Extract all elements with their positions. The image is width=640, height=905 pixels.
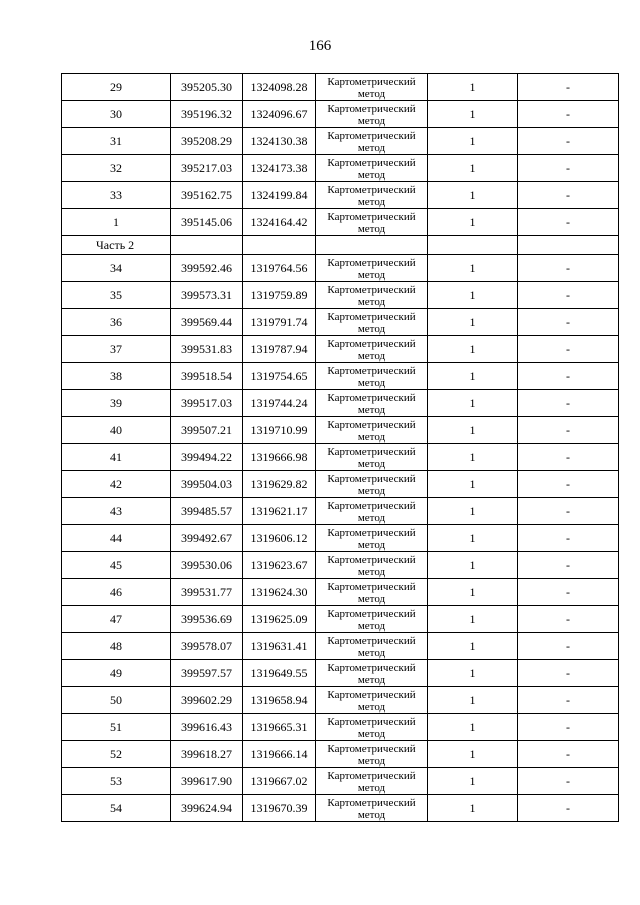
table-row <box>62 309 619 336</box>
point-number-cell: 48 <box>62 633 171 660</box>
method-cell: Картометрический метод <box>316 606 428 633</box>
description-cell: - <box>518 606 619 633</box>
value-cell: 1 <box>428 687 518 714</box>
point-number-cell: 47 <box>62 606 171 633</box>
point-number-cell: 53 <box>62 768 171 795</box>
point-number-cell: 33 <box>62 182 171 209</box>
value-cell: 1 <box>428 444 518 471</box>
description-cell: - <box>518 633 619 660</box>
value-cell: 1 <box>428 714 518 741</box>
method-cell: Картометрический метод <box>316 74 428 101</box>
point-number-cell: 40 <box>62 417 171 444</box>
table-row <box>62 660 619 687</box>
table-row <box>62 417 619 444</box>
method-cell: Картометрический метод <box>316 741 428 768</box>
table-body-part-2 <box>62 255 619 822</box>
method-cell: Картометрический метод <box>316 795 428 822</box>
y-coordinate-cell: 1324164.42 <box>243 209 316 236</box>
table-row <box>62 525 619 552</box>
point-number-cell: 42 <box>62 471 171 498</box>
description-cell: - <box>518 282 619 309</box>
table-row <box>62 336 619 363</box>
x-coordinate-cell: 399494.22 <box>171 444 243 471</box>
value-cell: 1 <box>428 128 518 155</box>
point-number-cell: 31 <box>62 128 171 155</box>
y-coordinate-cell: 1324199.84 <box>243 182 316 209</box>
y-coordinate-cell: 1319606.12 <box>243 525 316 552</box>
point-number-cell: 50 <box>62 687 171 714</box>
x-coordinate-cell: 399518.54 <box>171 363 243 390</box>
table-row <box>62 498 619 525</box>
x-coordinate-cell: 399592.46 <box>171 255 243 282</box>
method-cell: Картометрический метод <box>316 714 428 741</box>
x-coordinate-cell: 399507.21 <box>171 417 243 444</box>
x-coordinate-cell: 399504.03 <box>171 471 243 498</box>
table-row <box>62 74 619 101</box>
y-coordinate-cell: 1319710.99 <box>243 417 316 444</box>
x-coordinate-cell: 399517.03 <box>171 390 243 417</box>
empty-cell <box>243 236 316 255</box>
table-row <box>62 255 619 282</box>
method-cell: Картометрический метод <box>316 128 428 155</box>
table-row <box>62 182 619 209</box>
value-cell: 1 <box>428 471 518 498</box>
point-number-cell: 38 <box>62 363 171 390</box>
value-cell: 1 <box>428 182 518 209</box>
value-cell: 1 <box>428 155 518 182</box>
point-number-cell: 34 <box>62 255 171 282</box>
x-coordinate-cell: 399531.77 <box>171 579 243 606</box>
description-cell: - <box>518 182 619 209</box>
point-number-cell: 43 <box>62 498 171 525</box>
description-cell: - <box>518 417 619 444</box>
x-coordinate-cell: 399618.27 <box>171 741 243 768</box>
y-coordinate-cell: 1319754.65 <box>243 363 316 390</box>
x-coordinate-cell: 395196.32 <box>171 101 243 128</box>
value-cell: 1 <box>428 579 518 606</box>
x-coordinate-cell: 399536.69 <box>171 606 243 633</box>
y-coordinate-cell: 1319658.94 <box>243 687 316 714</box>
description-cell: - <box>518 155 619 182</box>
y-coordinate-cell: 1319764.56 <box>243 255 316 282</box>
table-row <box>62 687 619 714</box>
part-label: Часть 2 <box>62 236 171 255</box>
description-cell: - <box>518 336 619 363</box>
x-coordinate-cell: 395208.29 <box>171 128 243 155</box>
description-cell: - <box>518 741 619 768</box>
value-cell: 1 <box>428 390 518 417</box>
method-cell: Картометрический метод <box>316 579 428 606</box>
table-row <box>62 768 619 795</box>
table-row <box>62 390 619 417</box>
value-cell: 1 <box>428 768 518 795</box>
value-cell: 1 <box>428 525 518 552</box>
x-coordinate-cell: 395217.03 <box>171 155 243 182</box>
y-coordinate-cell: 1319759.89 <box>243 282 316 309</box>
table-row <box>62 714 619 741</box>
description-cell: - <box>518 101 619 128</box>
point-number-cell: 41 <box>62 444 171 471</box>
x-coordinate-cell: 399602.29 <box>171 687 243 714</box>
point-number-cell: 32 <box>62 155 171 182</box>
table-row <box>62 579 619 606</box>
value-cell: 1 <box>428 552 518 579</box>
empty-cell <box>316 236 428 255</box>
y-coordinate-cell: 1319667.02 <box>243 768 316 795</box>
y-coordinate-cell: 1319665.31 <box>243 714 316 741</box>
point-number-cell: 45 <box>62 552 171 579</box>
x-coordinate-cell: 395145.06 <box>171 209 243 236</box>
value-cell: 1 <box>428 336 518 363</box>
y-coordinate-cell: 1324173.38 <box>243 155 316 182</box>
part-row <box>62 236 619 255</box>
method-cell: Картометрический метод <box>316 101 428 128</box>
table-row <box>62 128 619 155</box>
value-cell: 1 <box>428 74 518 101</box>
x-coordinate-cell: 399617.90 <box>171 768 243 795</box>
y-coordinate-cell: 1319621.17 <box>243 498 316 525</box>
y-coordinate-cell: 1319631.41 <box>243 633 316 660</box>
table-row <box>62 606 619 633</box>
y-coordinate-cell: 1319666.14 <box>243 741 316 768</box>
x-coordinate-cell: 395162.75 <box>171 182 243 209</box>
value-cell: 1 <box>428 606 518 633</box>
page-number: 166 <box>308 38 332 54</box>
coordinates-table <box>61 73 619 822</box>
y-coordinate-cell: 1319649.55 <box>243 660 316 687</box>
value-cell: 1 <box>428 255 518 282</box>
method-cell: Картометрический метод <box>316 525 428 552</box>
x-coordinate-cell: 399530.06 <box>171 552 243 579</box>
y-coordinate-cell: 1319744.24 <box>243 390 316 417</box>
table-row <box>62 282 619 309</box>
y-coordinate-cell: 1319623.67 <box>243 552 316 579</box>
description-cell: - <box>518 471 619 498</box>
value-cell: 1 <box>428 660 518 687</box>
table-row <box>62 209 619 236</box>
point-number-cell: 37 <box>62 336 171 363</box>
table-row <box>62 633 619 660</box>
description-cell: - <box>518 768 619 795</box>
point-number-cell: 51 <box>62 714 171 741</box>
description-cell: - <box>518 795 619 822</box>
description-cell: - <box>518 390 619 417</box>
method-cell: Картометрический метод <box>316 660 428 687</box>
table-row <box>62 444 619 471</box>
empty-cell <box>518 236 619 255</box>
x-coordinate-cell: 399492.67 <box>171 525 243 552</box>
point-number-cell: 49 <box>62 660 171 687</box>
description-cell: - <box>518 579 619 606</box>
y-coordinate-cell: 1319666.98 <box>243 444 316 471</box>
table-body-part-1 <box>62 74 619 236</box>
empty-cell <box>171 236 243 255</box>
table-row <box>62 471 619 498</box>
method-cell: Картометрический метод <box>316 444 428 471</box>
description-cell: - <box>518 525 619 552</box>
method-cell: Картометрический метод <box>316 309 428 336</box>
y-coordinate-cell: 1324096.67 <box>243 101 316 128</box>
x-coordinate-cell: 399616.43 <box>171 714 243 741</box>
point-number-cell: 35 <box>62 282 171 309</box>
table-row <box>62 155 619 182</box>
point-number-cell: 44 <box>62 525 171 552</box>
description-cell: - <box>518 444 619 471</box>
y-coordinate-cell: 1319629.82 <box>243 471 316 498</box>
y-coordinate-cell: 1324130.38 <box>243 128 316 155</box>
table-row <box>62 552 619 579</box>
x-coordinate-cell: 395205.30 <box>171 74 243 101</box>
method-cell: Картометрический метод <box>316 498 428 525</box>
point-number-cell: 54 <box>62 795 171 822</box>
x-coordinate-cell: 399624.94 <box>171 795 243 822</box>
value-cell: 1 <box>428 101 518 128</box>
x-coordinate-cell: 399569.44 <box>171 309 243 336</box>
value-cell: 1 <box>428 795 518 822</box>
method-cell: Картометрический метод <box>316 417 428 444</box>
description-cell: - <box>518 552 619 579</box>
table-row <box>62 363 619 390</box>
description-cell: - <box>518 363 619 390</box>
empty-cell <box>428 236 518 255</box>
method-cell: Картометрический метод <box>316 182 428 209</box>
table-row <box>62 795 619 822</box>
method-cell: Картометрический метод <box>316 768 428 795</box>
table-row <box>62 741 619 768</box>
point-number-cell: 1 <box>62 209 171 236</box>
point-number-cell: 39 <box>62 390 171 417</box>
value-cell: 1 <box>428 633 518 660</box>
method-cell: Картометрический метод <box>316 471 428 498</box>
value-cell: 1 <box>428 741 518 768</box>
description-cell: - <box>518 687 619 714</box>
description-cell: - <box>518 255 619 282</box>
y-coordinate-cell: 1319625.09 <box>243 606 316 633</box>
description-cell: - <box>518 498 619 525</box>
point-number-cell: 46 <box>62 579 171 606</box>
y-coordinate-cell: 1319670.39 <box>243 795 316 822</box>
method-cell: Картометрический метод <box>316 687 428 714</box>
table-row <box>62 101 619 128</box>
point-number-cell: 30 <box>62 101 171 128</box>
point-number-cell: 36 <box>62 309 171 336</box>
method-cell: Картометрический метод <box>316 255 428 282</box>
description-cell: - <box>518 128 619 155</box>
description-cell: - <box>518 309 619 336</box>
y-coordinate-cell: 1319787.94 <box>243 336 316 363</box>
point-number-cell: 52 <box>62 741 171 768</box>
table-body-part-header <box>62 236 619 255</box>
value-cell: 1 <box>428 417 518 444</box>
x-coordinate-cell: 399578.07 <box>171 633 243 660</box>
method-cell: Картометрический метод <box>316 552 428 579</box>
value-cell: 1 <box>428 209 518 236</box>
point-number-cell: 29 <box>62 74 171 101</box>
description-cell: - <box>518 209 619 236</box>
description-cell: - <box>518 714 619 741</box>
method-cell: Картометрический метод <box>316 336 428 363</box>
x-coordinate-cell: 399485.57 <box>171 498 243 525</box>
x-coordinate-cell: 399597.57 <box>171 660 243 687</box>
method-cell: Картометрический метод <box>316 390 428 417</box>
value-cell: 1 <box>428 498 518 525</box>
method-cell: Картометрический метод <box>316 209 428 236</box>
value-cell: 1 <box>428 309 518 336</box>
method-cell: Картометрический метод <box>316 363 428 390</box>
y-coordinate-cell: 1324098.28 <box>243 74 316 101</box>
description-cell: - <box>518 660 619 687</box>
description-cell: - <box>518 74 619 101</box>
y-coordinate-cell: 1319624.30 <box>243 579 316 606</box>
method-cell: Картометрический метод <box>316 282 428 309</box>
x-coordinate-cell: 399573.31 <box>171 282 243 309</box>
y-coordinate-cell: 1319791.74 <box>243 309 316 336</box>
method-cell: Картометрический метод <box>316 155 428 182</box>
value-cell: 1 <box>428 282 518 309</box>
method-cell: Картометрический метод <box>316 633 428 660</box>
value-cell: 1 <box>428 363 518 390</box>
x-coordinate-cell: 399531.83 <box>171 336 243 363</box>
